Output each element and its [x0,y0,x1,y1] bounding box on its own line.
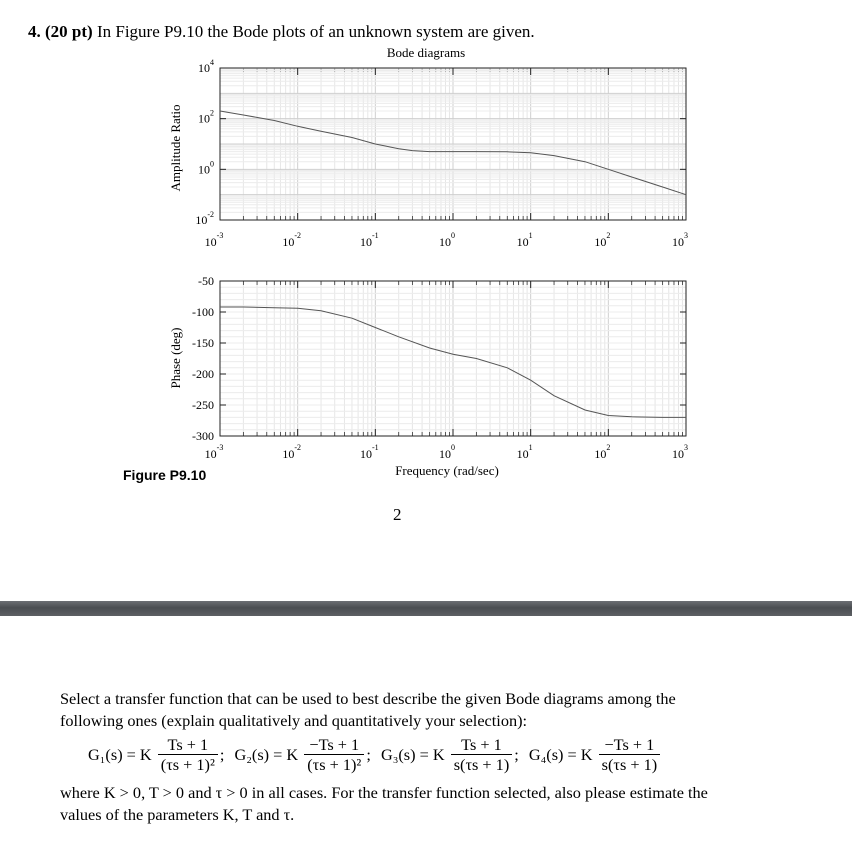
tf-lhs: G₃(s) = K [380,744,445,764]
y-tick-label-exponent: 4 [210,58,214,67]
x-tick-label-base: 10 [282,447,295,461]
y-tick-label-base: 10 [195,213,208,227]
tf-numerator: Ts + 1 [451,735,513,755]
transfer-function-g1 [88,735,224,774]
x-tick-label-base: 10 [359,447,372,461]
tf-fraction [451,735,513,774]
x-tick-label-exponent: 2 [606,443,611,452]
tf-separator: ; [366,744,371,764]
x-tick-label [594,231,610,249]
x-tick-label-exponent: 0 [451,443,455,452]
x-tick-label [672,231,688,249]
x-tick-label-base: 10 [204,235,217,249]
x-tick-label [205,231,224,249]
x-tick-label-exponent: 1 [528,443,533,452]
tf-denominator: s(τs + 1) [601,755,658,774]
y-tick-label: -50 [198,274,214,288]
tf-lhs: G₁(s) = K [88,744,152,764]
x-tick-label-base: 10 [672,447,684,461]
conditions-text [60,782,840,826]
y-tick-label: -150 [192,336,214,350]
x-tick-label-base: 10 [204,447,217,461]
x-tick-label-base: 10 [282,235,295,249]
x-tick-label-base: 10 [359,235,372,249]
y-tick-label [198,58,214,75]
x-tick-label-base: 10 [594,447,607,461]
y-tick-label-base: 10 [198,162,210,177]
x-tick-label-exponent: 3 [684,231,688,240]
x-tick-label-base: 10 [672,235,684,249]
x-tick-label-base: 10 [516,447,529,461]
tf-lhs: G₂(s) = K [234,744,299,764]
x-tick-label-exponent: -1 [371,231,379,240]
x-tick-label [282,231,301,249]
x-tick-label-exponent: 2 [606,231,611,240]
transfer-function-g2 [234,735,370,774]
x-tick-label-exponent: 1 [528,231,533,240]
y-axis-label: Phase (deg) [168,327,183,389]
tf-denominator: (τs + 1)² [160,755,215,774]
x-tick-label-exponent: -3 [216,231,224,240]
x-tick-label-exponent: 3 [684,443,688,452]
x-tick-label [439,443,455,461]
x-tick-label [205,443,224,461]
y-tick-label-base: 10 [198,111,210,126]
x-tick-label-exponent: -2 [294,231,302,240]
tf-fraction [304,735,364,774]
y-tick-label [198,159,214,176]
tf-fraction [599,735,661,774]
tf-denominator: s(τs + 1) [453,755,510,774]
x-tick-label [517,443,533,461]
x-tick-label [360,443,379,461]
x-tick-label-exponent: 0 [451,231,455,240]
x-tick-label [282,443,301,461]
tf-lhs: G₄(s) = K [528,744,593,764]
y-tick-label-base: 10 [198,61,210,75]
tf-numerator: Ts + 1 [158,735,218,755]
x-tick-label [672,443,688,461]
tf-separator: ; [219,744,225,764]
x-tick-label [517,231,533,249]
tf-fraction [158,735,218,774]
y-tick-label-exponent: 2 [210,108,214,118]
x-tick-label-exponent: -1 [371,443,379,452]
tf-numerator: −Ts + 1 [304,735,364,755]
bode-panel-phase [168,274,688,478]
chart-title: Bode diagrams [386,45,466,60]
problem-points: (20 pt) [45,22,93,41]
x-tick-label [594,443,610,461]
conditions-line-2: values of the parameters K, T and τ. [60,805,295,824]
y-tick-label: -250 [192,398,214,412]
tf-separator: ; [514,744,519,764]
x-tick-label [360,231,379,249]
question-line-1: Select a transfer function that can be used to best describe the given Bode diagrams among the [60,689,676,708]
x-tick-label-base: 10 [594,235,607,249]
problem-text: In Figure P9.10 the Bode plots of an unknown system are given. [96,22,535,41]
y-tick-label-exponent: -2 [207,210,214,219]
y-axis-label: Amplitude Ratio [168,104,183,192]
question-line-2: following ones (explain qualitatively and quantitatively your selection): [60,711,528,730]
tf-denominator: (τs + 1)² [307,755,362,774]
problem-number: 4. [28,22,41,41]
tf-numerator: −Ts + 1 [599,735,661,755]
x-tick-label-base: 10 [516,235,529,249]
transfer-function-g4 [529,735,662,774]
page-divider [0,601,852,616]
x-tick-label-exponent: -2 [294,443,302,452]
bode-panel-magnitude [168,58,688,249]
transfer-function-g3 [381,735,519,774]
conditions-line-1: where K > 0, T > 0 and τ > 0 in all cases. For the transfer function selected, also please estimate the [60,783,708,802]
y-tick-label: -100 [192,305,214,319]
y-tick-label: -300 [192,429,214,443]
figure-caption: Figure P9.10 [123,467,207,483]
y-tick-label: -200 [192,367,214,381]
transfer-function-options [88,735,668,781]
y-tick-label [195,210,214,227]
x-tick-label [439,231,455,249]
x-tick-label-exponent: -3 [216,443,224,452]
question-text [60,688,840,732]
y-tick-label-exponent: 0 [210,159,214,169]
y-tick-label [198,109,214,126]
page-number: 2 [393,505,402,524]
x-tick-label-base: 10 [439,235,451,249]
x-tick-label-base: 10 [439,447,451,461]
x-axis-label: Frequency (rad/sec) [395,463,499,478]
